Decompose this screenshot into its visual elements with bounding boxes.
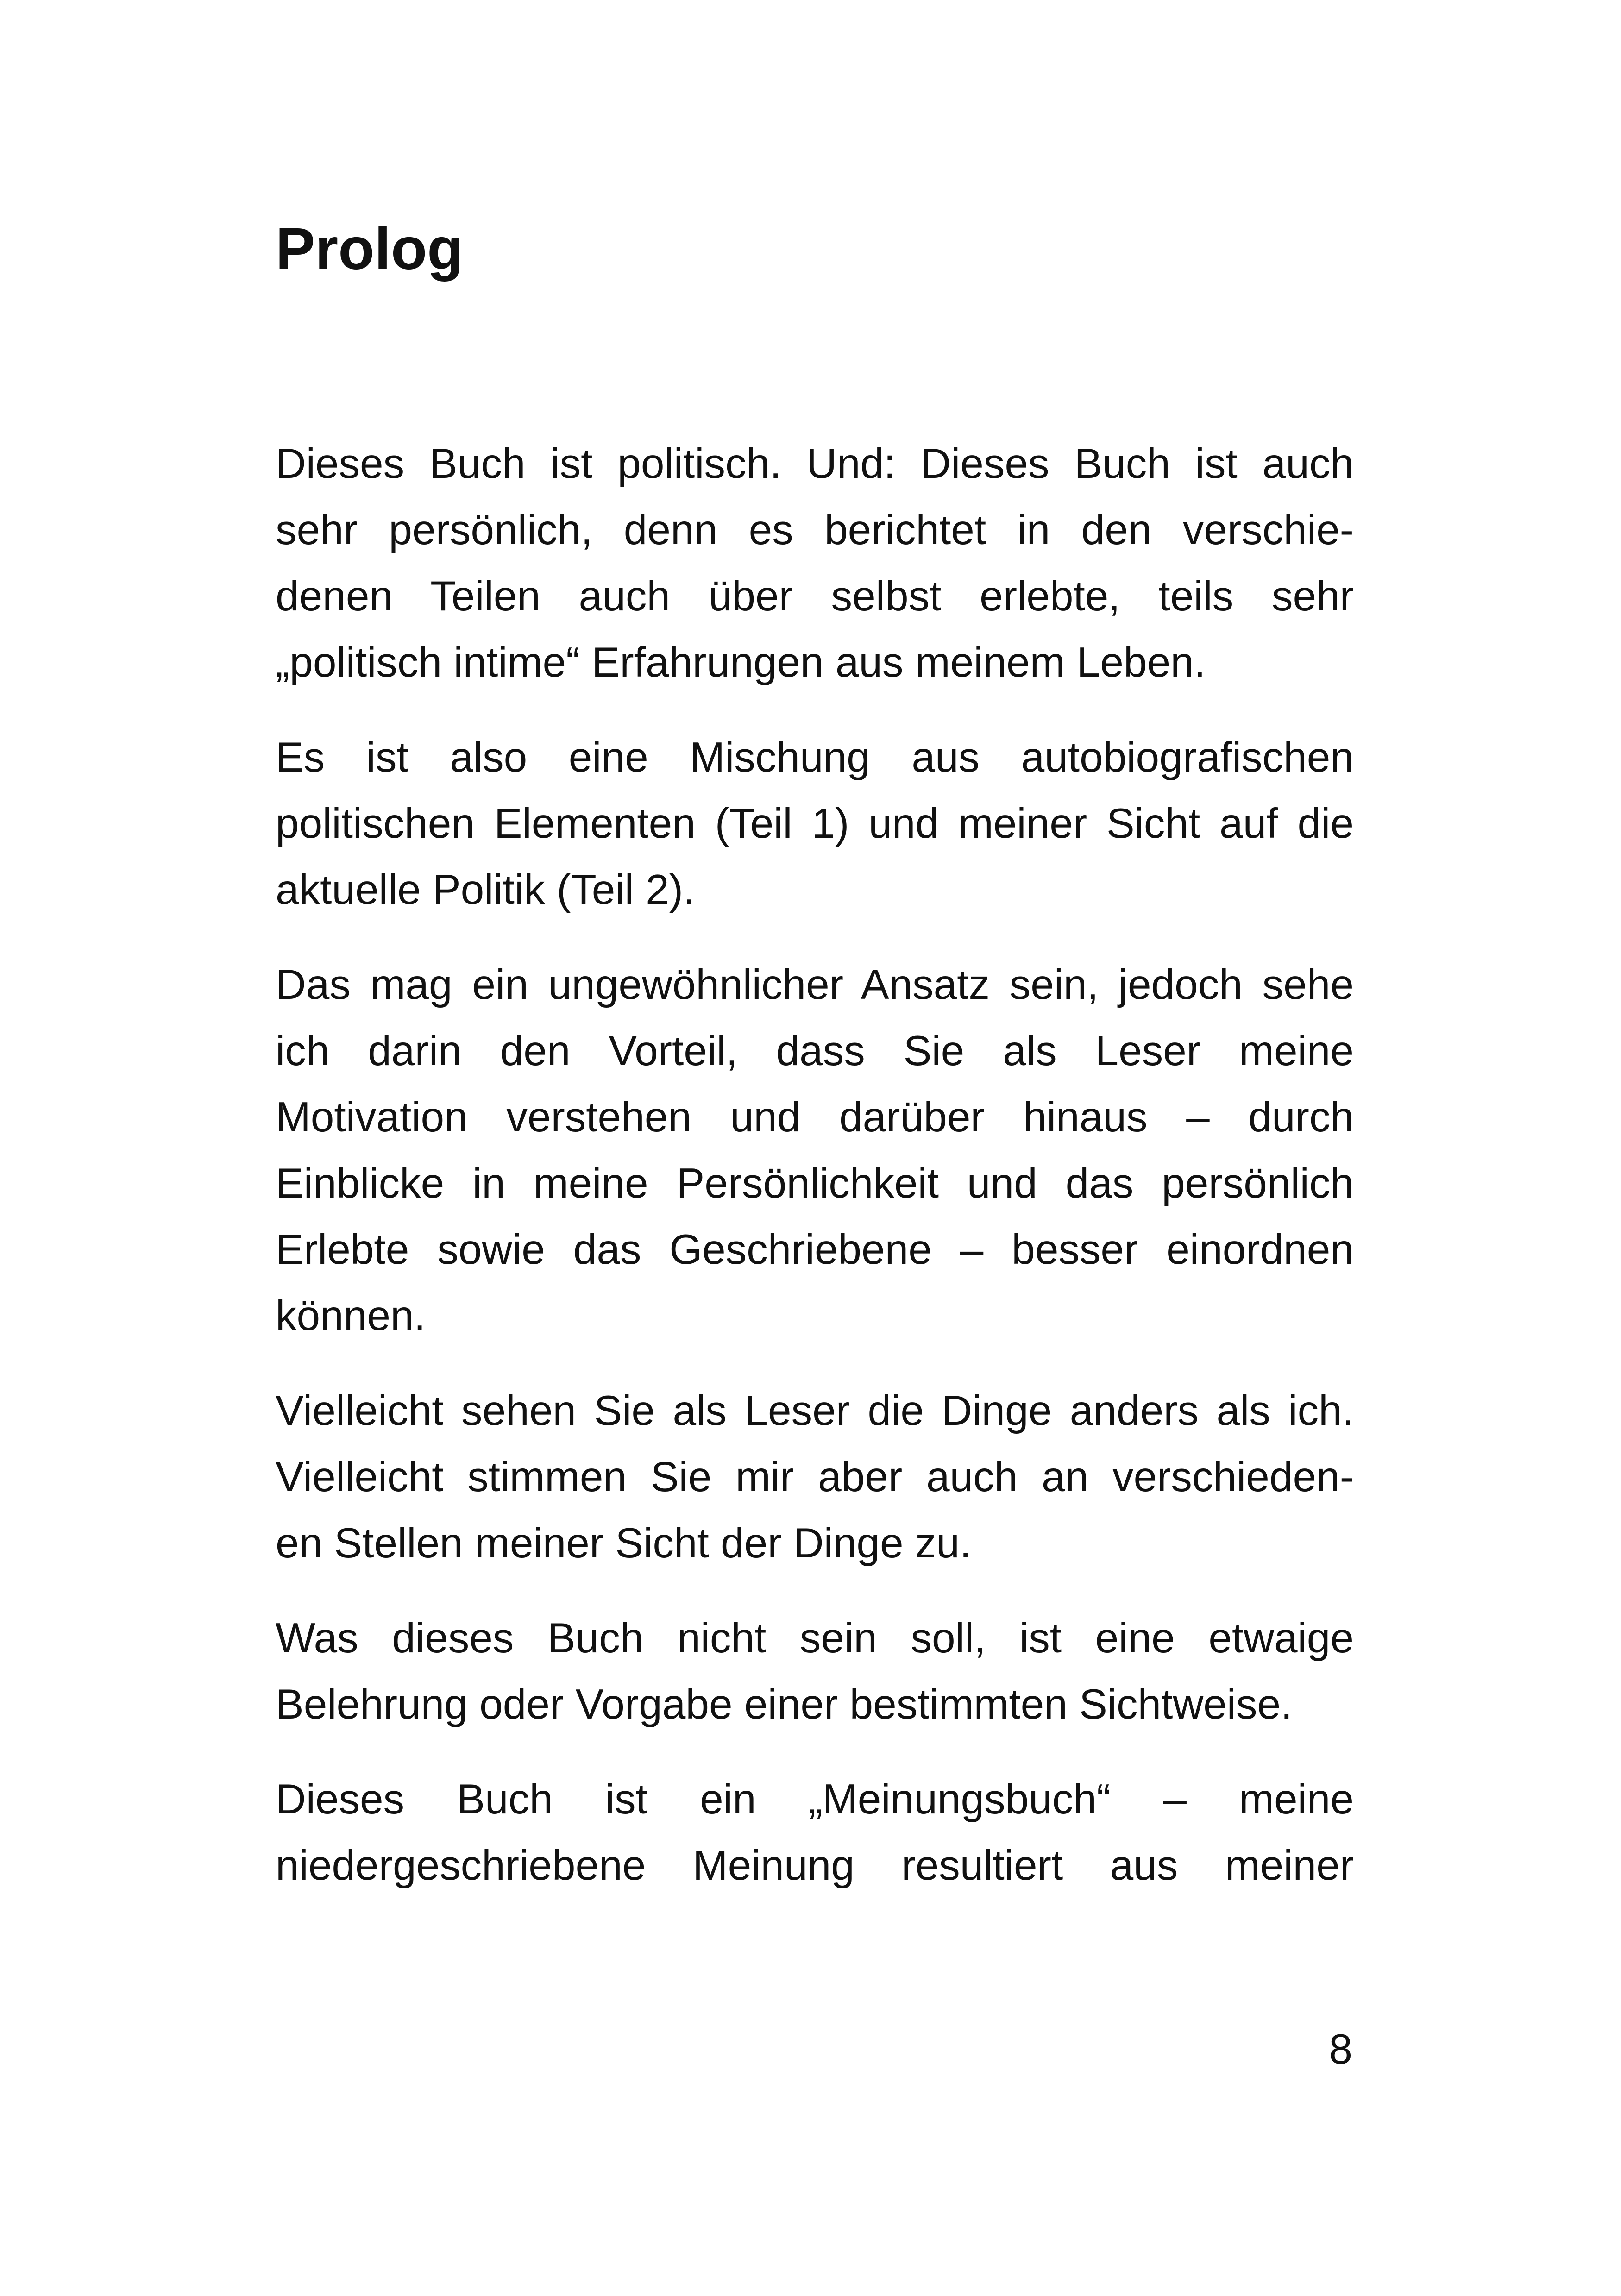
text-line: „politisch intime“ Erfahrungen aus meinem Leben. [276, 639, 1206, 686]
text-line: Es ist also eine Mischung aus autobiografischen [276, 734, 1354, 781]
paragraph [276, 1766, 1354, 1899]
paragraph [276, 1378, 1354, 1576]
text-line: en Stellen meiner Sicht der Dinge zu. [276, 1520, 972, 1567]
page-number: 8 [1329, 2026, 1352, 2073]
text-line: denen Teilen auch über selbst erlebte, teils sehr [276, 573, 1354, 620]
text-line: Belehrung oder Vorgabe einer bestimmten Sichtweise. [276, 1681, 1293, 1728]
body-text [276, 431, 1354, 1927]
text-line: niedergeschriebene Meinung resultiert aus meiner [276, 1842, 1354, 1889]
text-line: Dieses Buch ist ein „Meinungsbuch“ – meine [276, 1776, 1354, 1823]
text-line: Erlebte sowie das Geschriebene – besser einordnen [276, 1226, 1354, 1273]
text-line: Vielleicht sehen Sie als Leser die Dinge anders als ich. [276, 1387, 1354, 1434]
text-line: Das mag ein ungewöhnlicher Ansatz sein, jedoch sehe [276, 961, 1354, 1008]
text-line: sehr persönlich, denn es berichtet in den verschie- [276, 507, 1354, 553]
paragraph [276, 431, 1354, 696]
text-line: können. [276, 1292, 426, 1339]
text-line: Dieses Buch ist politisch. Und: Dieses Buch ist auch [276, 440, 1354, 487]
text-line: ich darin den Vorteil, dass Sie als Leser meine [276, 1028, 1354, 1074]
text-line: Einblicke in meine Persönlichkeit und das persönlich [276, 1160, 1354, 1207]
text-line: aktuelle Politik (Teil 2). [276, 866, 695, 913]
text-line: Was dieses Buch nicht sein soll, ist eine etwaige [276, 1615, 1354, 1662]
text-line: politischen Elementen (Teil 1) und meiner Sicht auf die [276, 800, 1354, 847]
paragraph [276, 1605, 1354, 1738]
chapter-title: Prolog [276, 216, 464, 282]
text-line: Vielleicht stimmen Sie mir aber auch an verschieden- [276, 1454, 1354, 1500]
text-line: Motivation verstehen und darüber hinaus – durch [276, 1094, 1354, 1141]
paragraph [276, 724, 1354, 923]
paragraph [276, 952, 1354, 1349]
